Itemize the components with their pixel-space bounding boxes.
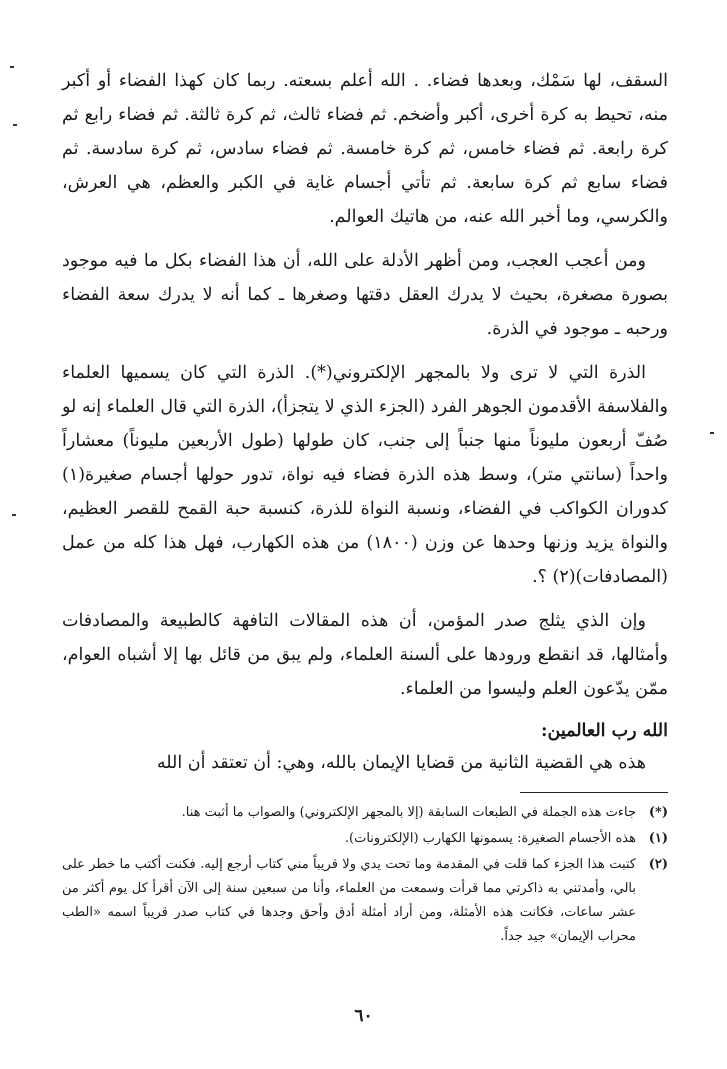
paragraph-2: ومن أعجب العجب، ومن أظهر الأدلة على الله، أن هذا الفضاء بكل ما فيه موجود بصورة مصغرة، بحيث لا يدرك العقل دقتها وصغرها ـ كما أنه لا يدرك سعة الفضاء ورحبه ـ موجود في الذرة. — [62, 251, 668, 339]
paragraph-3: الذرة التي لا ترى ولا بالمجهر الإلكتروني(*). الذرة التي كان يسميها العلماء والفلاسفة الأقدمون الجوهر الفرد (الجزء الذي لا يتجزأ)، الذرة التي قال العلماء إنه لو صُفّ أربعون مليوناً منها جنباً إلى جنب، كان طولها (طول الأربعين مليوناً) معشاراً واحداً (سانتي متر)، وسط هذه الذرة فضاء فيه نواة، تدور حولها أجسام صغيرة(١) كدوران الكواكب في الفضاء، ونسبة النواة للذرة، كنسبة حبة القمح للقصر العظيم، والنواة يزيد وزنها وحدها عن وزن (١٨٠٠) من هذه الكهارب، فهل هذا كله من عمل (المصادفات)(٢) ؟. — [62, 363, 668, 587]
section-heading: الله رب العالمين: — [541, 721, 668, 741]
footnote-star — [62, 801, 668, 825]
footnote-mark: (١) — [648, 831, 668, 846]
page-number: ٦٠ — [354, 1006, 373, 1026]
page-body — [62, 64, 668, 951]
footnote-mark: (٢) — [648, 857, 668, 872]
footnote-text: هذه الأجسام الصغيرة: يسمونها الكهارب (الإلكترونات). — [344, 831, 636, 846]
footnote-text: كتبت هذا الجزء كما قلت في المقدمة وما تحت يدي ولا قريباً مني كتاب أرجع إليه. فكنت أكتب ما خطر على بالي، وأمدتني به ذاكرتي مما قرأت وسمعت من العلماء، وأنا من سبعين سنة إلى الآن أقرأ كل يوم أكثر من عشر ساعات، فكانت هذه الأمثلة، ومن أراد أمثلة أدق وأحق وجدها في كتاب صدر قريباً اسمه «الطب محراب الإيمان» جيد جداً. — [62, 857, 636, 944]
margin-mark-upper — [13, 124, 17, 126]
footnote-divider — [520, 792, 668, 793]
paragraph-4: وإن الذي يثلج صدر المؤمن، أن هذه المقالات التافهة كالطبيعة والمصادفات وأمثالها، قد انقطع ورودها على ألسنة العلماء، ولم يبق من قائل بها إلا أشباه العوام، ممّن يدّعون العلم وليسوا من العلماء. — [62, 611, 668, 699]
footnote-text: جاءت هذه الجملة في الطبعات السابقة (إلا بالمجهر الإلكتروني) والصواب ما أثبت هنا. — [181, 805, 636, 820]
footnotes — [62, 801, 668, 949]
paragraph-1: السقف، لها سَمْك، وبعدها فضاء. . الله أعلم بسعته. ربما كان كهذا الفضاء أو أكبر منه، تحيط به كرة أخرى، أكبر وأضخم. ثم فضاء ثالث، ثم كرة ثالثة. ثم فضاء رابع ثم كرة رابعة. ثم فضاء خامس، ثم كرة خامسة. ثم فضاء سادس، ثم كرة سادسة. ثم فضاء سابع ثم كرة سابعة. ثم تأتي أجسام غاية في الكبر والعظم، هي العرش، والكرسي، وما أخبر الله عنه، من هاتيك العوالم. — [62, 71, 668, 227]
footnote-1 — [62, 827, 668, 851]
margin-mark-lower — [12, 514, 16, 516]
footnote-mark: (*) — [648, 805, 668, 820]
footnote-2 — [62, 853, 668, 949]
margin-mark-middle — [710, 432, 714, 434]
paragraph-5: هذه هي القضية الثانية من قضايا الإيمان بالله، وهي: أن تعتقد أن الله — [156, 753, 646, 773]
margin-mark-top — [10, 66, 14, 68]
